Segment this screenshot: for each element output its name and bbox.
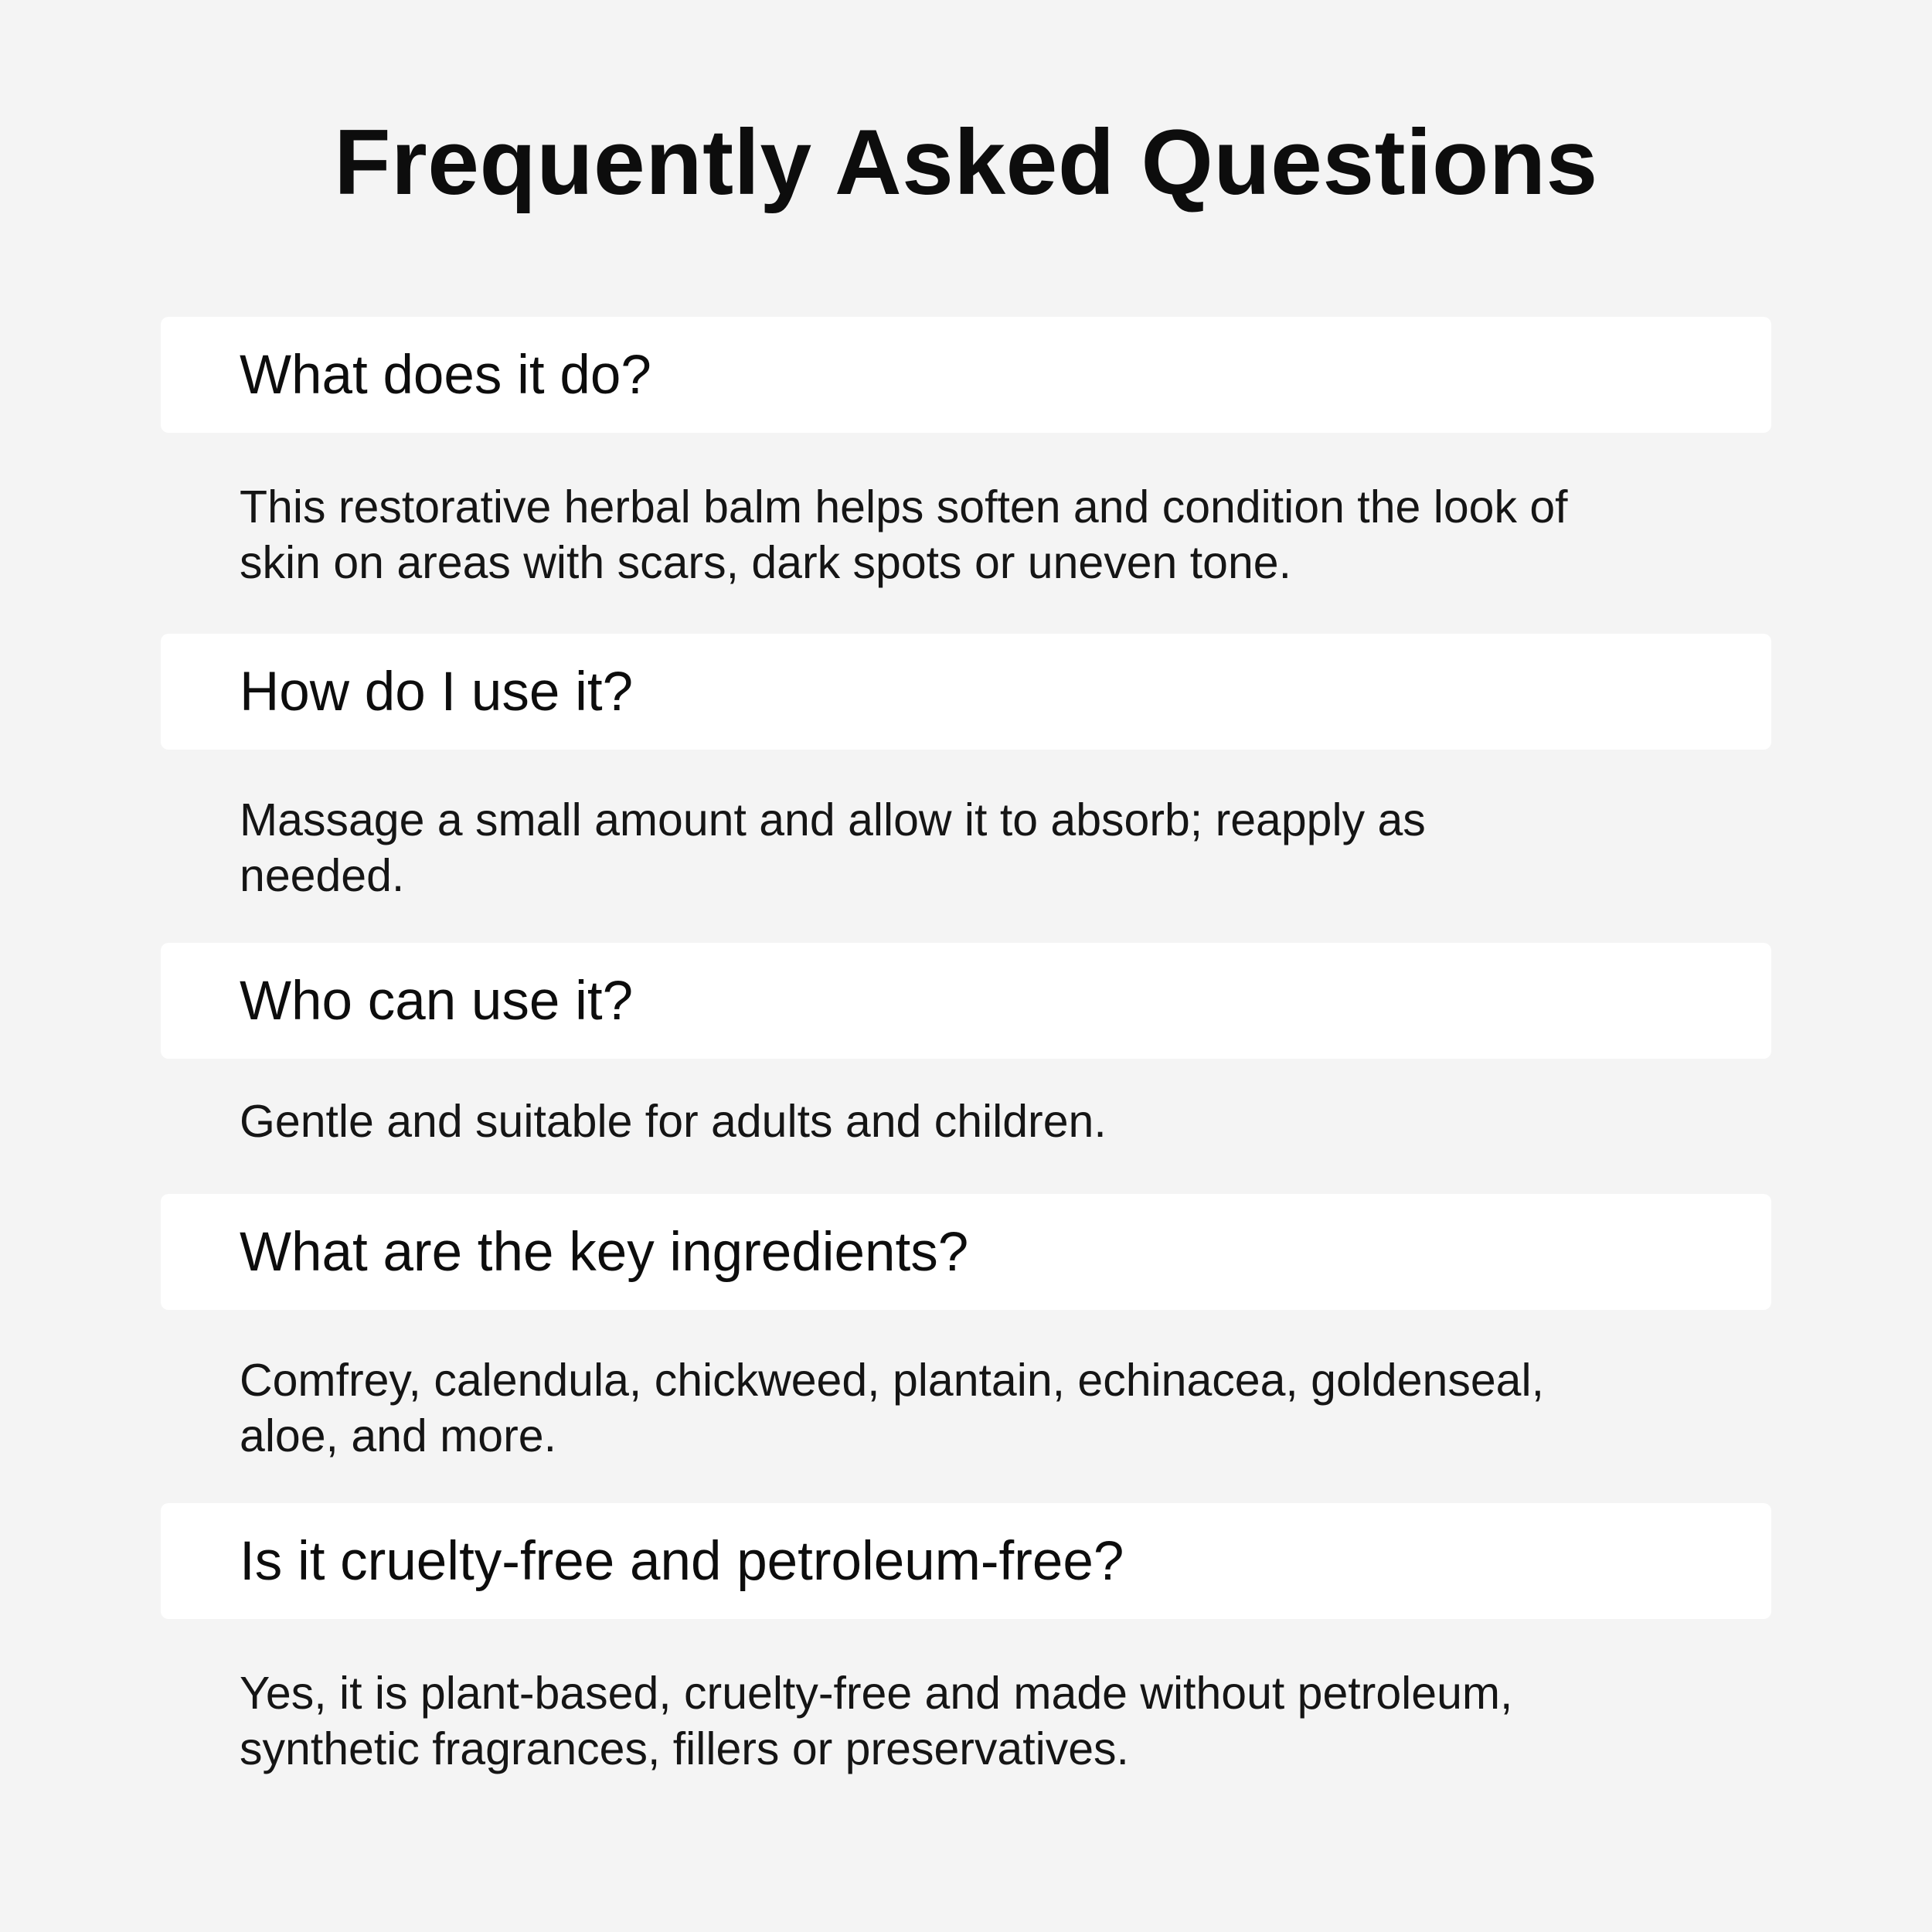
page-title: Frequently Asked Questions xyxy=(334,111,1598,214)
faq-question-who-can-use-it[interactable]: Who can use it? xyxy=(161,943,1771,1059)
faq-answer-cruelty-free: Yes, it is plant-based, cruelty-free and made without petroleum, synthetic fragrances, fillers or preservatives. xyxy=(240,1668,1513,1774)
faq-answer-who-can-use-it: Gentle and suitable for adults and children. xyxy=(240,1096,1107,1147)
faq-question-cruelty-free[interactable]: Is it cruelty-free and petroleum-free? xyxy=(161,1503,1771,1619)
faq-question-key-ingredients[interactable]: What are the key ingredients? xyxy=(161,1194,1771,1310)
faq-answer-what-does-it-do: This restorative herbal balm helps soften and condition the look of skin on areas with scars, dark spots or uneven tone. xyxy=(240,481,1568,588)
faq-question-how-do-i-use-it[interactable]: How do I use it? xyxy=(161,634,1771,750)
faq-answer-how-do-i-use-it: Massage a small amount and allow it to absorb; reapply as needed. xyxy=(240,794,1426,901)
faq-list xyxy=(161,317,1771,1820)
faq-answer-key-ingredients: Comfrey, calendula, chickweed, plantain, echinacea, goldenseal, aloe, and more. xyxy=(240,1355,1544,1461)
faq-question-what-does-it-do[interactable]: What does it do? xyxy=(161,317,1771,433)
